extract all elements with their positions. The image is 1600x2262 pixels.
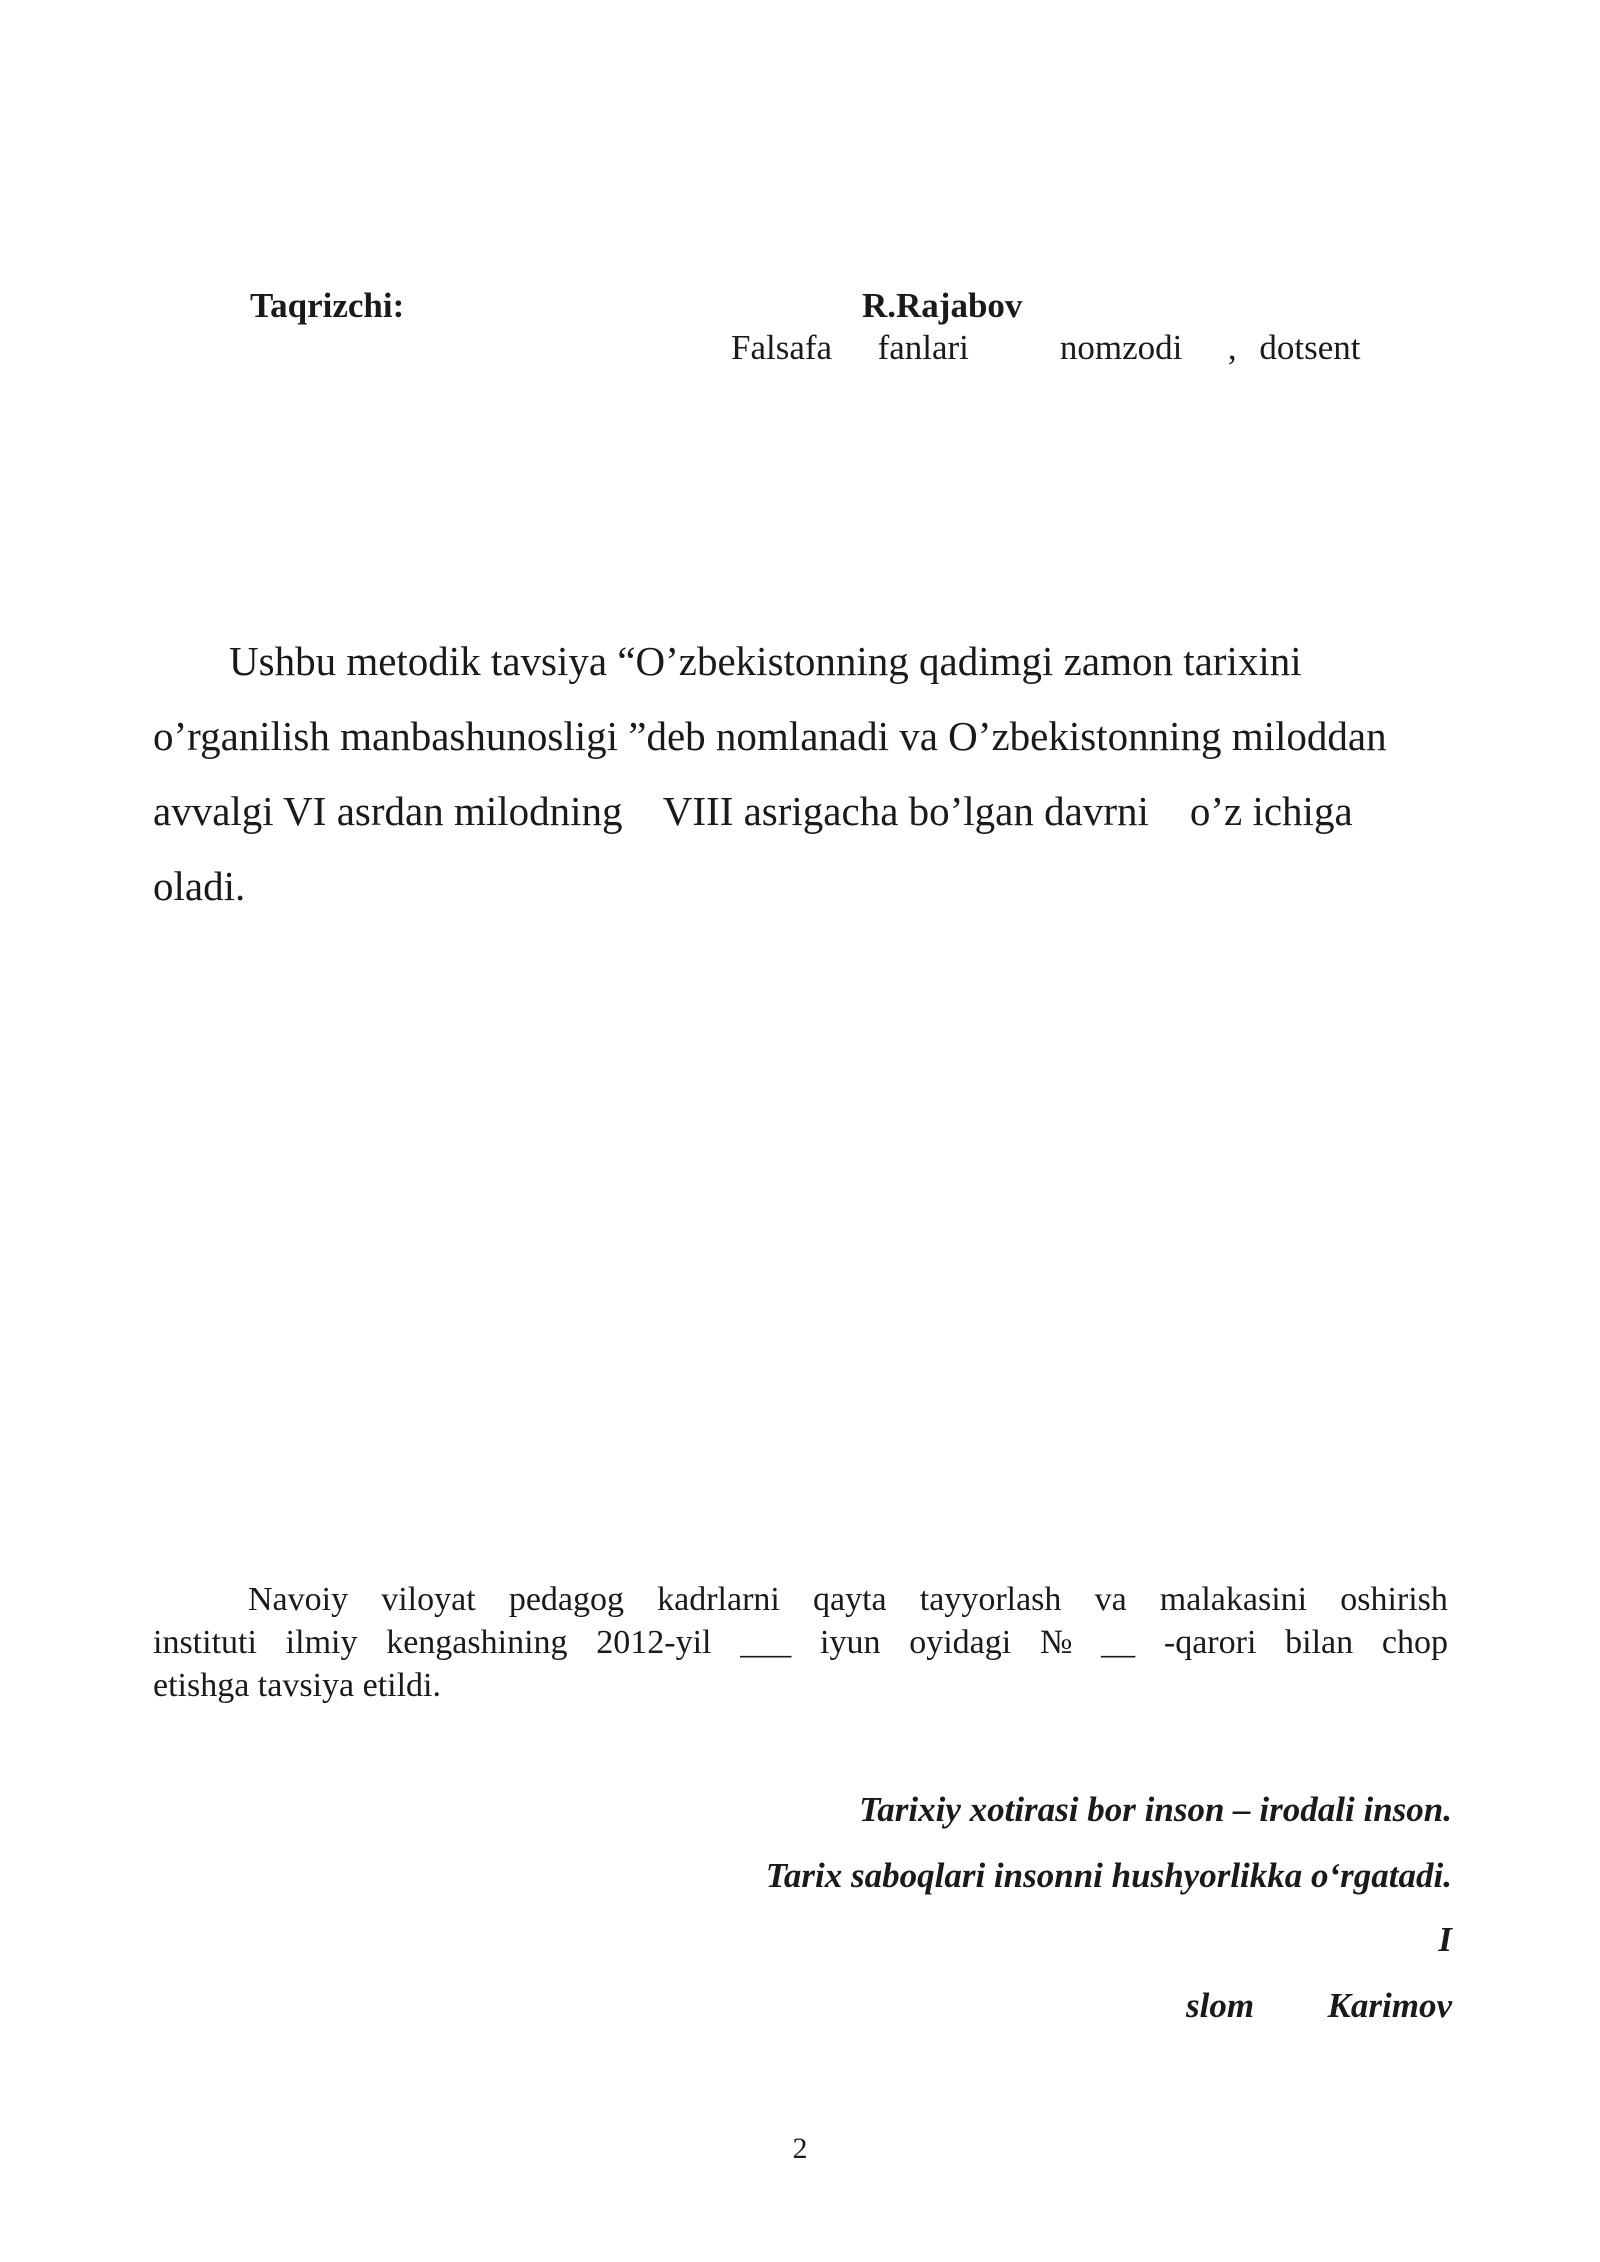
approval-word: bilan (1285, 1624, 1354, 1661)
page-number: 2 (792, 2132, 808, 2165)
epigraph-line-2: Tarix saboqlari insonni hushyorlikka o‘rgatadi. (765, 1856, 1452, 1895)
approval-word: malakasini (1159, 1581, 1308, 1618)
approval-word: va (1094, 1581, 1127, 1618)
approval-word: chop (1381, 1624, 1448, 1661)
reviewer-name: R.Rajabov (862, 286, 1023, 325)
approval-word: pedagog (508, 1581, 624, 1618)
reviewer-title: Falsafa fanlari nomzodi , dotsent (731, 328, 1361, 367)
epigraph-line-1: Tarixiy xotirasi bor inson – irodali inson. (859, 1790, 1452, 1829)
approval-line-2 (153, 1621, 1448, 1664)
epigraph-author-name: slom Karimov (1185, 1986, 1452, 2025)
reviewer-label: Taqrizchi: (250, 286, 405, 325)
paragraph-line: o’rganilish manbashunosligi ”deb nomlanadi va O’zbekistonning miloddan (153, 713, 1387, 759)
approval-word: tayyorlash (919, 1581, 1062, 1618)
approval-word: viloyat (381, 1581, 476, 1618)
approval-word: Navoiy (248, 1581, 349, 1618)
approval-word: -qarori (1163, 1624, 1257, 1661)
approval-word: № (1039, 1624, 1073, 1661)
approval-word: 2012-yil (596, 1624, 712, 1661)
approval-note (153, 1578, 1448, 1707)
epigraph-author-initial: I (1438, 1920, 1452, 1959)
main-paragraph (153, 624, 1453, 924)
approval-line-1 (153, 1578, 1448, 1621)
approval-word: instituti (153, 1624, 257, 1661)
approval-word: oshirish (1340, 1581, 1448, 1618)
approval-word: qayta (813, 1581, 887, 1618)
approval-word: iyun (820, 1624, 881, 1661)
paragraph-line: oladi. (153, 863, 246, 909)
approval-word: __ (1101, 1624, 1136, 1661)
approval-word: kengashining (386, 1624, 568, 1661)
paragraph-line: avvalgi VI asrdan milodning VIII asrigacha bo’lgan davrni o’z ichiga (153, 788, 1353, 834)
approval-word: oyidagi (909, 1624, 1012, 1661)
paragraph-line: Ushbu metodik tavsiya “O’zbekistonning qadimgi zamon tarixini (229, 638, 1302, 684)
approval-line-3: etishga tavsiya etildi. (153, 1667, 441, 1704)
approval-word: ___ (740, 1624, 792, 1661)
approval-word: ilmiy (285, 1624, 358, 1661)
approval-word: kadrlarni (657, 1581, 780, 1618)
